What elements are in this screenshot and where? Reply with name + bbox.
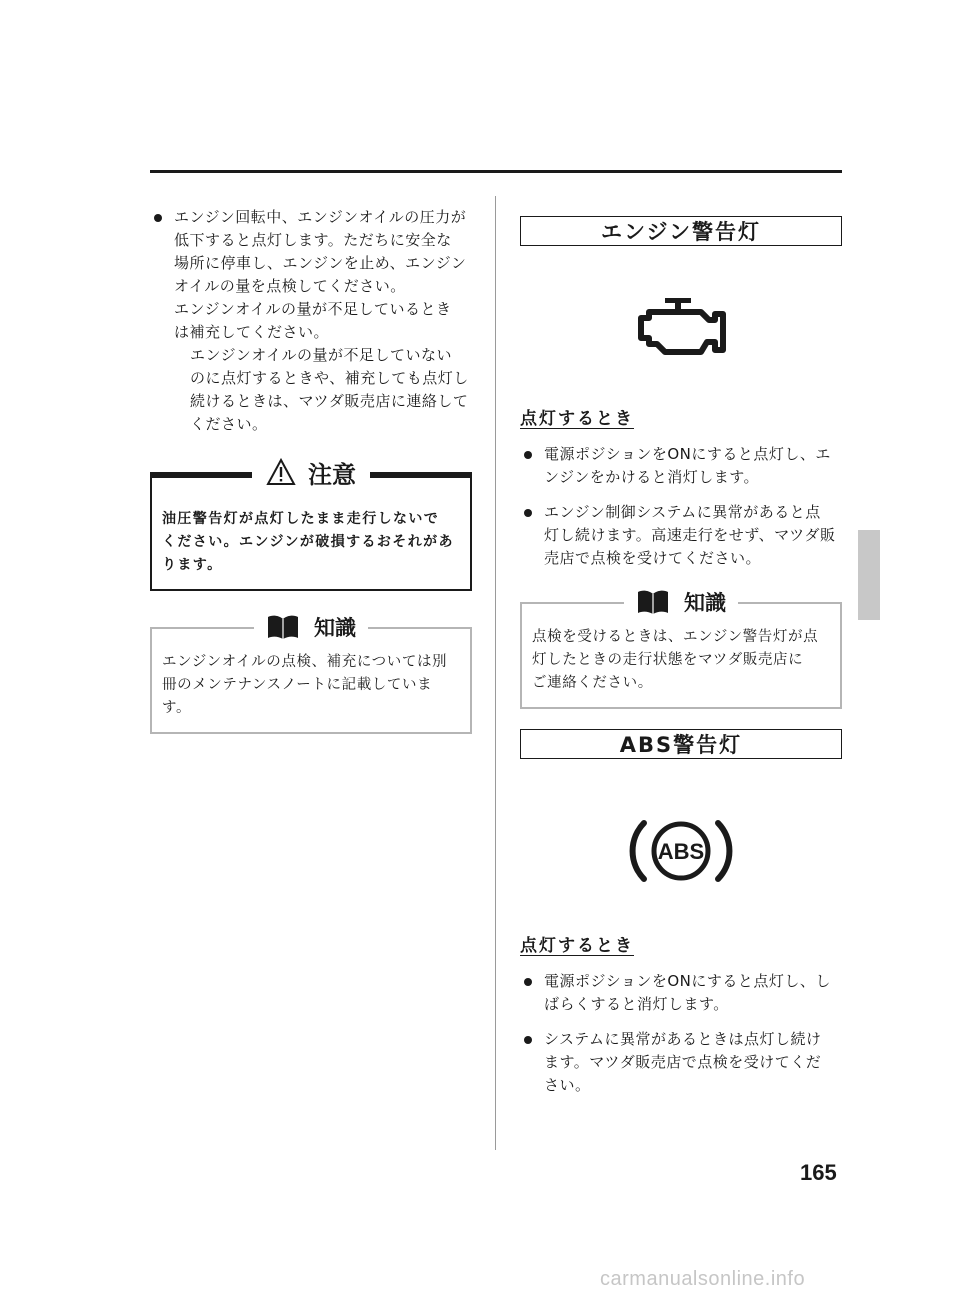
caution-header	[252, 452, 370, 492]
oil-note-line: のに点灯するときや、補充しても点灯し	[190, 369, 469, 387]
abs-warning-icon	[626, 809, 736, 893]
abs-icon-text: ABS	[657, 839, 705, 864]
engine-bullet-line: 灯し続けます。高速走行をせず、マツダ販	[544, 526, 836, 544]
info-line: ご連絡ください。	[532, 675, 653, 691]
engine-when-heading: 点灯するとき	[520, 409, 634, 429]
abs-bullet-line: さい。	[544, 1076, 591, 1094]
page-number: 165	[800, 1160, 837, 1185]
abs-bullet-line: 電源ポジションをONにすると点灯し、し	[544, 972, 831, 990]
abs-icon-wrap	[520, 809, 842, 893]
info-box-oil	[150, 616, 472, 734]
engine-warning-heading: エンジン警告灯	[520, 216, 842, 246]
abs-bullets	[520, 970, 842, 1097]
list-item	[520, 443, 842, 489]
oil-note-line: 続けるときは、マツダ販売店に連絡して	[190, 392, 469, 410]
info-line: エンジンオイルの点検、補充については別	[162, 654, 448, 670]
engine-bullet-line: 売店で点検を受けてください。	[544, 549, 762, 567]
abs-warning-heading: ABS警告灯	[520, 729, 842, 759]
abs-when-heading: 点灯するとき	[520, 936, 634, 956]
list-item	[520, 1028, 842, 1097]
oil-bullet-line: 低下すると点灯します。ただちに安全な	[174, 231, 452, 249]
caution-line: ください。エンジンが破損するおそれがあ	[162, 534, 454, 550]
left-column	[150, 206, 472, 734]
info-header	[254, 611, 368, 643]
engine-bullet-line: ンジンをかけると消灯します。	[544, 468, 760, 486]
info-line: 灯したときの走行状態をマツダ販売店に	[532, 652, 804, 668]
list-item	[150, 206, 472, 436]
oil-note-line: エンジンオイルの量が不足していない	[190, 346, 453, 364]
oil-warning-bullets	[150, 206, 472, 436]
info-title: 知識	[684, 591, 726, 615]
oil-note-line: ください。	[190, 415, 268, 433]
warning-triangle-icon	[266, 458, 296, 486]
info-text	[162, 651, 460, 720]
right-column	[520, 216, 842, 1109]
info-line: す。	[162, 700, 192, 716]
column-divider	[495, 196, 496, 1150]
list-item	[520, 970, 842, 1016]
info-box-engine	[520, 591, 842, 709]
oil-bullet-line: エンジン回転中、エンジンオイルの圧力が	[174, 208, 467, 226]
abs-bullet-line: システムに異常があるときは点灯し続け	[544, 1030, 822, 1048]
abs-bullet-line: ばらくすると消灯します。	[544, 995, 729, 1013]
engine-bullet-line: 電源ポジションをONにすると点灯し、エ	[544, 445, 831, 463]
section-side-tab	[858, 530, 880, 620]
check-engine-icon	[631, 294, 731, 364]
caution-title: 注意	[308, 460, 356, 489]
engine-bullet-line: エンジン制御システムに異常があると点	[544, 503, 821, 521]
watermark: carmanualsonline.info	[600, 1268, 806, 1290]
list-item	[520, 501, 842, 570]
abs-bullet-line: ます。マツダ販売店で点検を受けてくだ	[544, 1053, 822, 1071]
engine-icon-wrap	[520, 294, 842, 364]
caution-line: 油圧警告灯が点灯したまま走行しないで	[162, 511, 440, 527]
info-text	[532, 626, 830, 695]
info-line: 冊のメンテナンスノートに記載していま	[162, 677, 433, 693]
engine-bullets	[520, 443, 842, 570]
caution-text	[162, 508, 460, 577]
info-header	[624, 586, 738, 618]
book-icon	[636, 589, 670, 615]
book-icon	[266, 614, 300, 640]
oil-bullet-line: 場所に停車し、エンジンを止め、エンジン	[174, 254, 467, 272]
info-line: 点検を受けるときは、エンジン警告灯が点	[532, 629, 819, 645]
caution-box	[150, 460, 472, 591]
oil-bullet-line: エンジンオイルの量が不足しているとき	[174, 300, 452, 318]
oil-bullet-line: は補充してください。	[174, 323, 330, 341]
oil-bullet-line: オイルの量を点検してください。	[174, 277, 406, 295]
caution-line: ります。	[162, 557, 223, 573]
info-title: 知識	[314, 616, 356, 640]
top-rule	[150, 170, 842, 173]
